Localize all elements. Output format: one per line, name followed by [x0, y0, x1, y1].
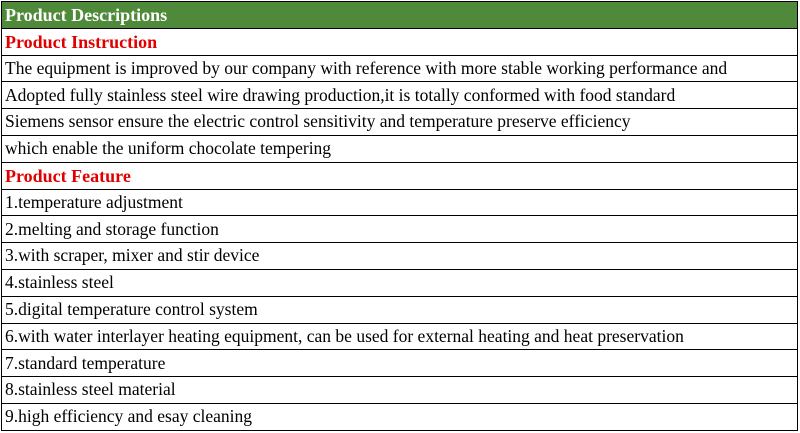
section-title-instruction: Product Instruction: [2, 29, 798, 56]
product-descriptions-table: [1, 1, 798, 431]
feature-item: 4.stainless steel: [2, 270, 798, 297]
feature-item: 9.high efficiency and esay cleaning: [2, 404, 798, 431]
instruction-line: Adopted fully stainless steel wire drawing production,it is totally conformed with food standard: [2, 82, 798, 109]
instruction-line: which enable the uniform chocolate tempering: [2, 136, 798, 163]
feature-item: 3.with scraper, mixer and stir device: [2, 243, 798, 270]
feature-item: 1.temperature adjustment: [2, 190, 798, 217]
instruction-line: The equipment is improved by our company with reference with more stable working performance and: [2, 56, 798, 83]
feature-item: 2.melting and storage function: [2, 216, 798, 243]
table-header: Product Descriptions: [2, 2, 798, 29]
feature-item: 7.standard temperature: [2, 350, 798, 377]
instruction-line: Siemens sensor ensure the electric control sensitivity and temperature preserve efficiency: [2, 109, 798, 136]
section-title-feature: Product Feature: [2, 163, 798, 190]
feature-item: 6.with water interlayer heating equipment, can be used for external heating and heat preservation: [2, 324, 798, 351]
feature-item: 8.stainless steel material: [2, 377, 798, 404]
feature-item: 5.digital temperature control system: [2, 297, 798, 324]
